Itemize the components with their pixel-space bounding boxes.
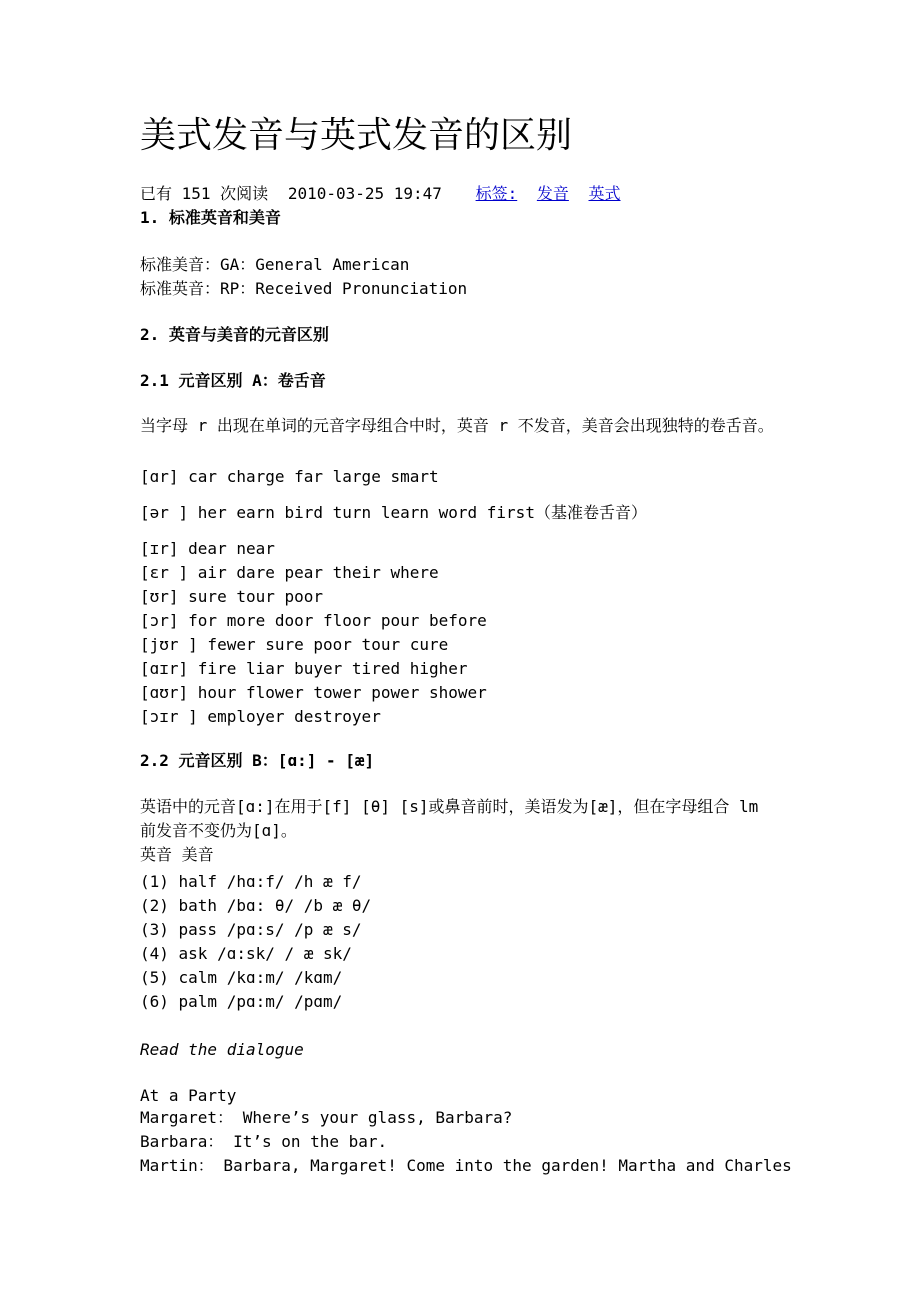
dialogue-line: Margaret： Where’s your glass, Barbara? — [140, 1108, 513, 1127]
example-line: [ɑr] car charge far large smart — [140, 467, 439, 486]
example-line: [ɑʊr] hour flower tower power shower — [140, 683, 487, 702]
example-line: [ɛr ] air dare pear their where — [140, 563, 439, 582]
paragraph: 英语中的元音[ɑ:]在用于[f] [θ] [s]或鼻音前时，美语发为[æ]，但在字母组合 lm 前发音不变仍为[ɑ]。 — [140, 797, 759, 840]
example-line: [ɔɪr ] employer destroyer — [140, 707, 381, 726]
page-title: 美式发音与英式发音的区别 — [140, 115, 573, 156]
example-line: (6) palm /pɑ:m/ /pɑm/ — [140, 992, 343, 1011]
example-line: [ɔr] for more door floor pour before — [140, 611, 487, 630]
example-line: (1) half /hɑ:f/ /h æ f/ — [140, 872, 362, 891]
article-meta — [140, 182, 621, 206]
example-line: [ər ] her earn bird turn learn word first（基准卷舌音） — [140, 503, 647, 522]
dialogue-title: At a Party — [140, 1086, 237, 1105]
post-datetime: 2010-03-25 19:47 — [287, 184, 442, 203]
example-line: [jʊr ] fewer sure poor tour cure — [140, 635, 449, 654]
section-heading: 2. 英音与美音的元音区别 — [140, 325, 329, 344]
section-heading: 1. 标准英音和美音 — [140, 208, 281, 227]
column-headers: 英音 美音 — [140, 845, 214, 864]
text-line: 标准英音：RP：Received Pronunciation — [140, 279, 468, 298]
example-line: (3) pass /pɑ:s/ /p æ s/ — [140, 920, 362, 939]
dialogue-line: Martin： Barbara, Margaret! Come into the garden! Martha and Charles — [140, 1156, 792, 1175]
example-line: (5) calm /kɑ:m/ /kɑm/ — [140, 968, 343, 987]
tags-label-link[interactable]: 标签: — [475, 184, 518, 203]
dialogue-heading: Read the dialogue — [140, 1040, 304, 1059]
example-line: [ɪr] dear near — [140, 539, 275, 558]
example-line: (2) bath /bɑ: θ/ /b æ θ/ — [140, 896, 372, 915]
tag-link[interactable]: 发音 — [536, 184, 569, 203]
read-count: 已有 151 次阅读 — [140, 184, 269, 203]
paragraph: 当字母 r 出现在单词的元音字母组合中时，英音 r 不发音，美音会出现独特的卷舌音。 — [140, 416, 774, 435]
section-heading: 2.1 元音区别 A：卷舌音 — [140, 371, 326, 390]
tag-link[interactable]: 英式 — [588, 184, 621, 203]
example-line: [ʊr] sure tour poor — [140, 587, 324, 606]
text-line: 标准美音：GA：General American — [140, 255, 410, 274]
example-line: [ɑɪr] fire liar buyer tired higher — [140, 659, 468, 678]
section-heading: 2.2 元音区别 B：[ɑ:] - [æ] — [140, 751, 375, 770]
dialogue-line: Barbara： It’s on the bar. — [140, 1132, 388, 1151]
example-line: (4) ask /ɑ:sk/ / æ sk/ — [140, 944, 352, 963]
